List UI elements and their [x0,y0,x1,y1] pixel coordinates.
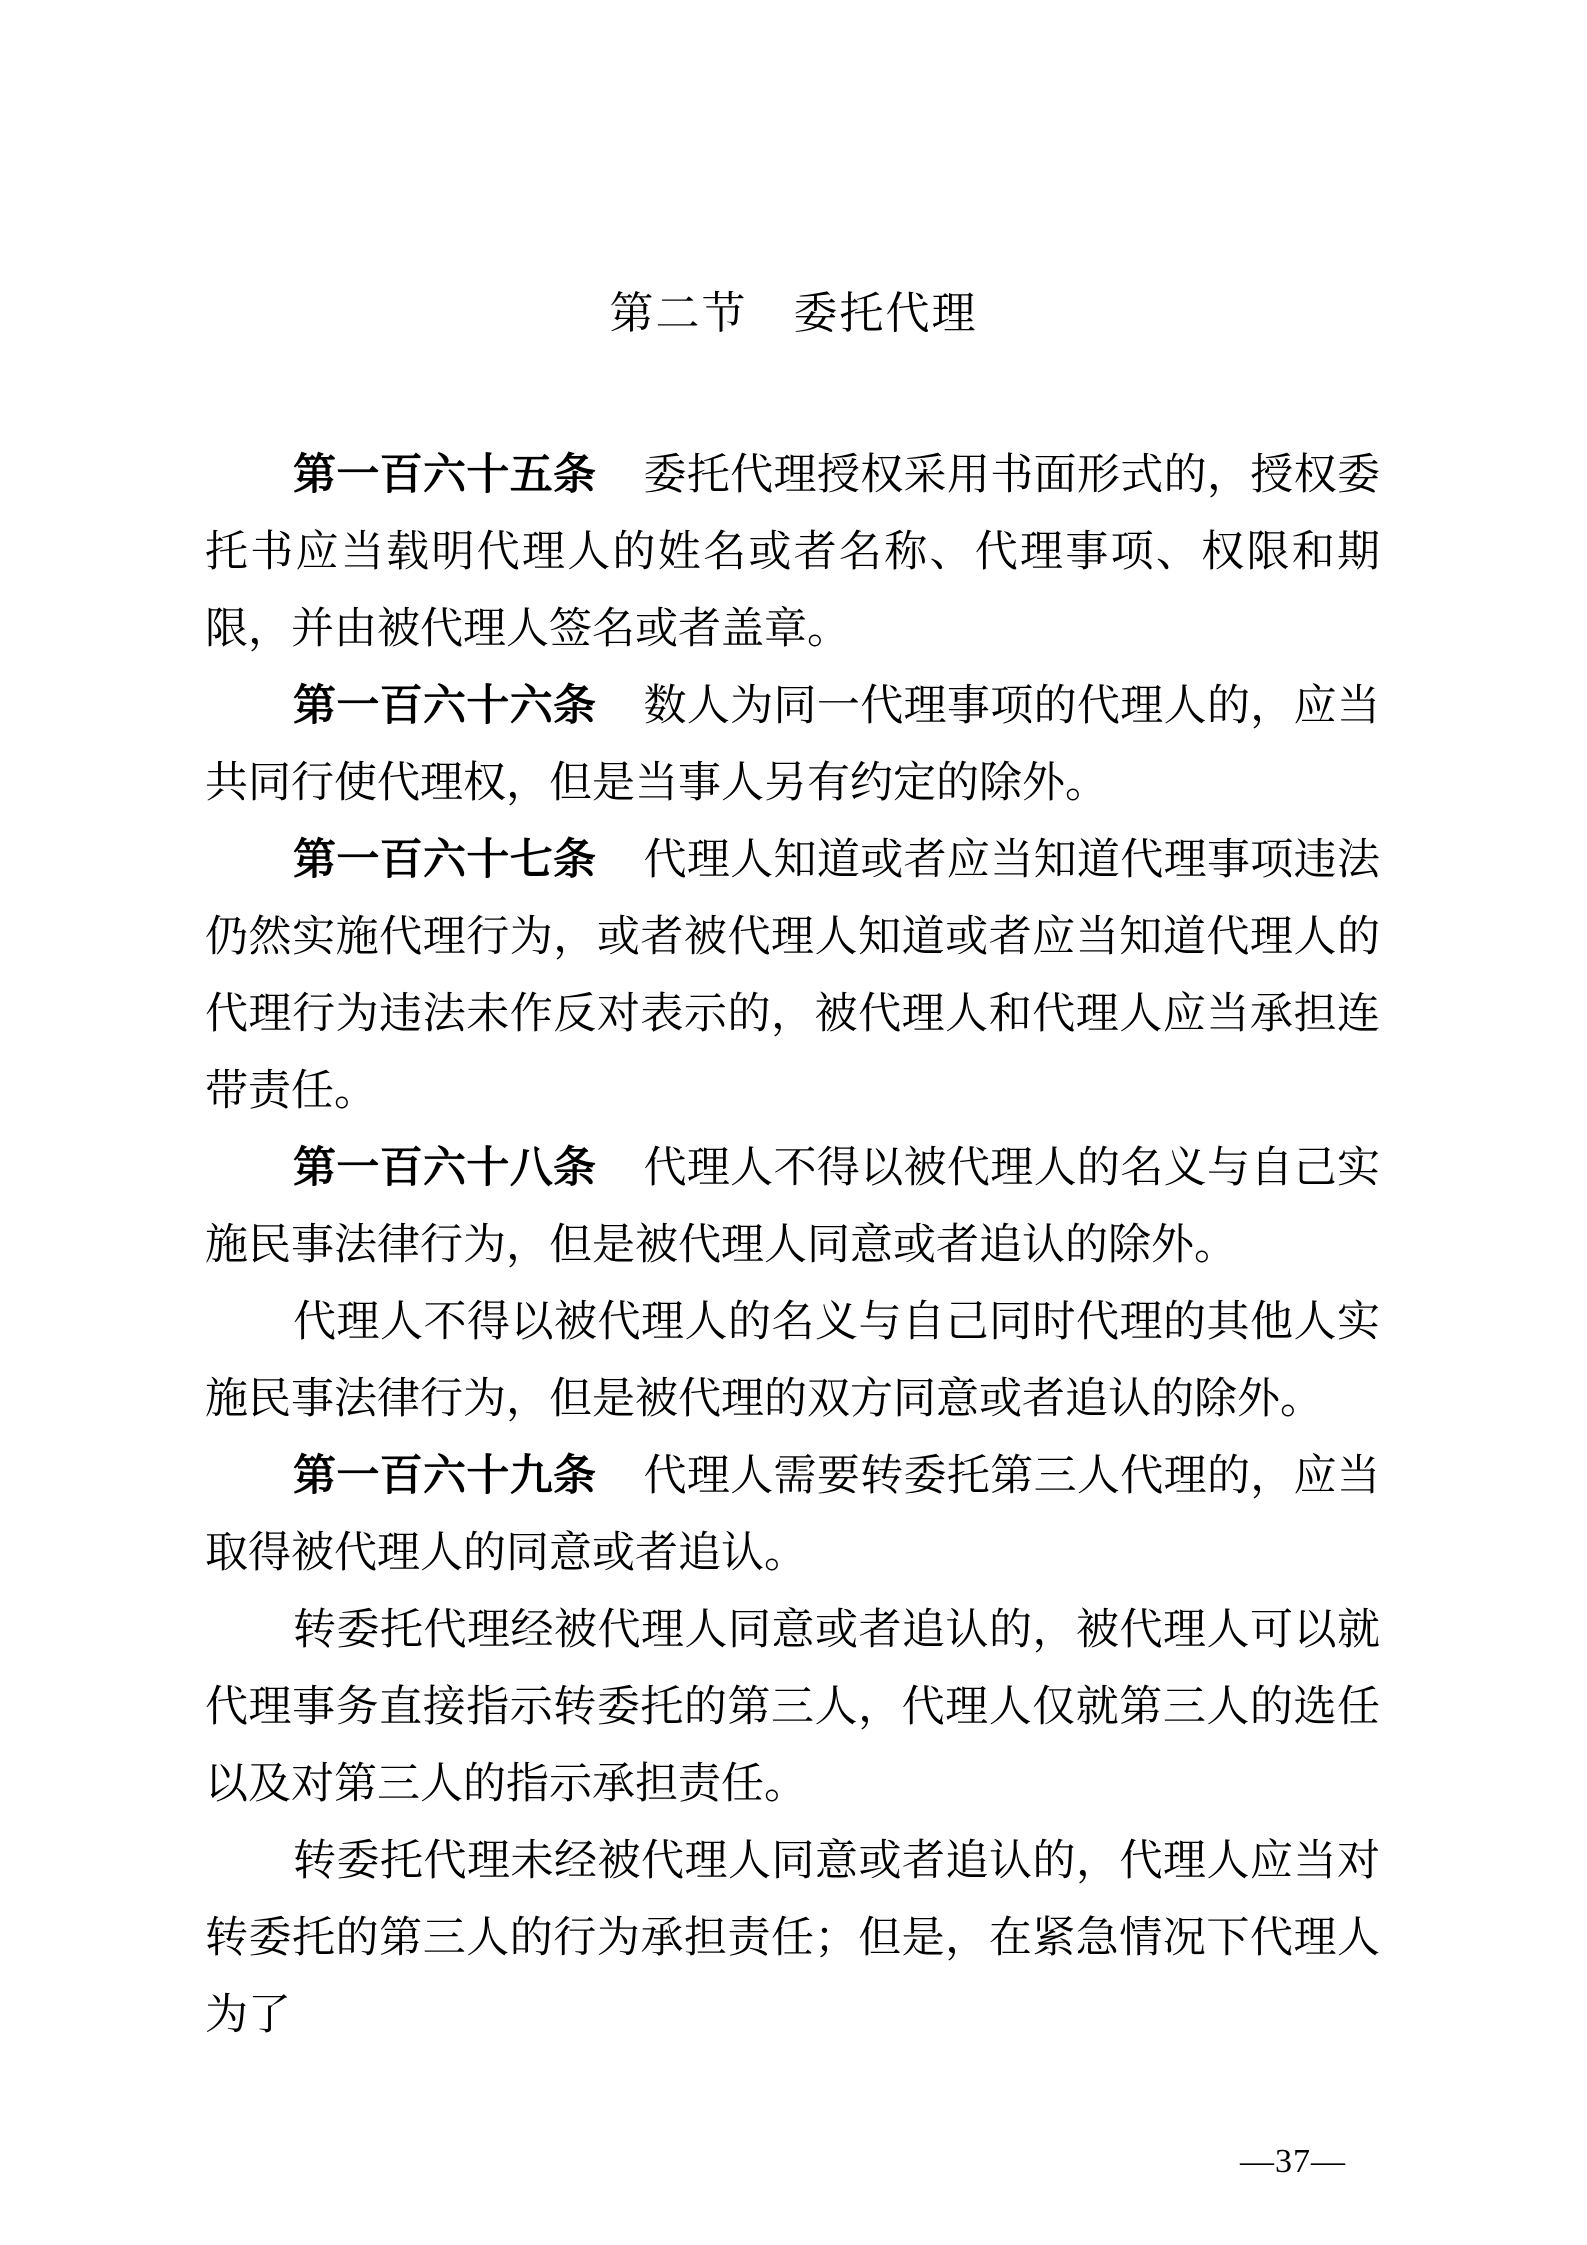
page-number: —37— [1240,2143,1346,2180]
article-number: 第一百六十八条 [293,1144,597,1192]
article-paragraph [205,1592,1380,1823]
article-text: 代理人需要转委托第三人代理的，应当取得被代理人的同意或者追认。 [205,1453,1380,1577]
article-paragraph [205,1284,1380,1438]
article-paragraph [205,437,1380,668]
article-number: 第一百六十六条 [293,682,597,730]
article-text: 代理人知道或者应当知道代理事项违法仍然实施代理行为，或者被代理人知道或者应当知道代理人的代理行为违法未作反对表示的，被代理人和代理人应当承担连带责任。 [205,837,1380,1115]
article-number: 第一百六十七条 [293,836,597,884]
article-paragraph [205,822,1380,1130]
section-title: 第二节 委托代理 [609,289,978,338]
article-text: 转委托代理经被代理人同意或者追认的，被代理人可以就代理事务直接指示转委托的第三人，代理人仅就第三人的选任以及对第三人的指示承担责任。 [205,1607,1380,1808]
article-paragraph [205,1438,1380,1592]
article-text: 转委托代理未经被代理人同意或者追认的，代理人应当对转委托的第三人的行为承担责任；但是，在紧急情况下代理人为了 [205,1838,1380,2039]
articles-body [205,437,1380,2054]
article-text: 委托代理授权采用书面形式的，授权委托书应当载明代理人的姓名或者名称、代理事项、权限和期限，并由被代理人签名或者盖章。 [205,452,1380,653]
article-text: 代理人不得以被代理人的名义与自己同时代理的其他人实施民事法律行为，但是被代理的双方同意或者追认的除外。 [205,1299,1380,1423]
article-paragraph [205,1823,1380,2054]
article-number: 第一百六十九条 [293,1452,597,1500]
article-text: 数人为同一代理事项的代理人的，应当共同行使代理权，但是当事人另有约定的除外。 [205,683,1380,807]
article-paragraph [205,668,1380,822]
article-text: 代理人不得以被代理人的名义与自己实施民事法律行为，但是被代理人同意或者追认的除外。 [205,1145,1380,1269]
article-paragraph [205,1130,1380,1284]
article-number: 第一百六十五条 [293,451,597,499]
